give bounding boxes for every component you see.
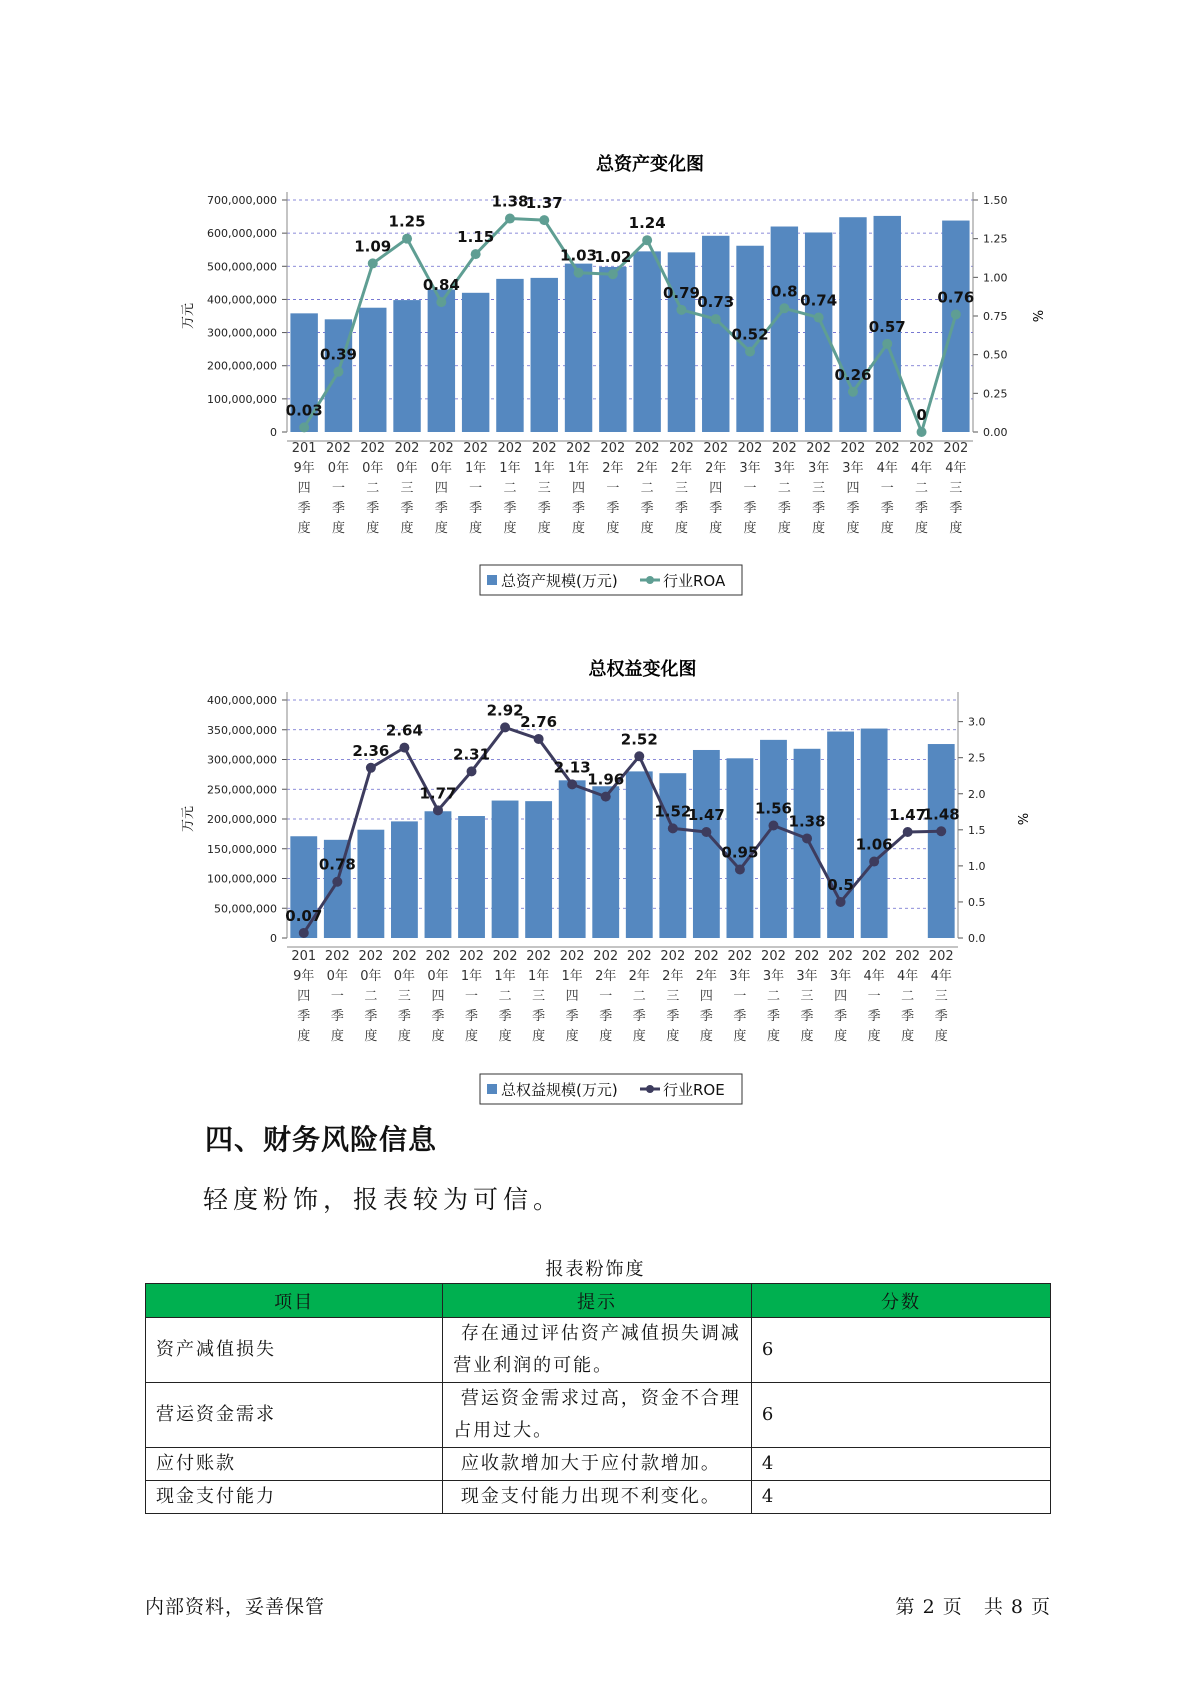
row-hint [443, 1481, 752, 1514]
row-score: 6 [751, 1383, 1050, 1448]
x-tick-label: 202 3年四季度 [840, 441, 866, 536]
data-label: 0 [916, 406, 927, 424]
x-tick-label: 202 3年三季度 [794, 949, 820, 1044]
line-point [467, 766, 477, 776]
y2-tick-label: 3.0 [968, 715, 986, 729]
data-label: 1.47 [889, 805, 927, 824]
y-tick-label: 150,000,000 [207, 842, 277, 856]
line-point [735, 864, 745, 874]
line-point [399, 743, 409, 753]
legend-line-marker [646, 1085, 654, 1093]
y2-tick-label: 2.0 [968, 787, 986, 801]
x-tick-label: 202 0年一季度 [324, 949, 350, 1044]
y-tick-label: 500,000,000 [207, 260, 277, 274]
y-tick-label: 400,000,000 [207, 694, 277, 707]
data-label: 0.07 [285, 906, 323, 925]
data-label: 0.8 [771, 282, 798, 301]
bar [659, 773, 686, 938]
data-label: 2.13 [553, 758, 591, 777]
y2-tick-label: 0.0 [968, 932, 986, 945]
data-label: 1.24 [628, 214, 666, 233]
x-tick-label: 202 3年四季度 [828, 949, 853, 1044]
x-tick-label: 202 3年二季度 [761, 949, 786, 1044]
data-label: 1.52 [654, 802, 692, 821]
x-tick-label: 201 9年四季度 [291, 949, 317, 1044]
row-hint-line1: 现金支付能力出现不利变化。 [453, 1486, 721, 1507]
row-item: 现金支付能力 [146, 1481, 443, 1514]
line-point [802, 833, 812, 843]
risk-table [145, 1283, 1051, 1514]
bar [357, 830, 384, 938]
bar [861, 729, 888, 938]
line-point [668, 823, 678, 833]
line-point [869, 857, 879, 867]
data-label: 1.47 [687, 805, 725, 824]
y2-tick-label: 0.5 [968, 895, 986, 909]
x-tick-label: 202 4年三季度 [928, 949, 954, 1044]
row-hint-line2: 占用过大。 [453, 1420, 554, 1441]
footer-left: 内部资料，妥善保管 [145, 1596, 326, 1618]
y-tick-label: 300,000,000 [207, 753, 277, 767]
y-tick-label: 250,000,000 [207, 783, 277, 797]
x-tick-label: 202 2年三季度 [660, 949, 686, 1044]
data-label: 1.48 [922, 805, 960, 824]
data-label: 1.15 [457, 228, 495, 247]
x-tick-label: 202 1年一季度 [463, 441, 489, 536]
legend-line-label: 行业ROA [663, 572, 726, 590]
data-label: 0.03 [285, 401, 323, 420]
bar [592, 786, 619, 938]
x-tick-label: 202 1年二季度 [492, 949, 518, 1044]
y2-tick-label: 1.50 [983, 194, 1008, 207]
line-point [299, 928, 309, 938]
data-label: 1.03 [560, 246, 598, 265]
data-label: 2.64 [385, 721, 423, 740]
footer-page-number: 第 2 页 共 8 页 [895, 1596, 1051, 1618]
data-label: 0.26 [834, 365, 872, 384]
bar [626, 771, 653, 938]
line-point [701, 827, 711, 837]
y-tick-label: 350,000,000 [207, 723, 277, 737]
data-label: 1.38 [491, 192, 529, 211]
data-label: 2.76 [520, 712, 558, 731]
line-point [601, 792, 611, 802]
line-point [366, 763, 376, 773]
data-label: 0.74 [800, 291, 838, 310]
data-label: 0.79 [662, 283, 700, 302]
bar [525, 801, 552, 938]
x-tick-label: 202 2年一季度 [593, 949, 619, 1044]
y-axis-label: 万元 [181, 302, 196, 330]
row-hint-line1: 存在通过评估资产减值损失调减 [453, 1323, 741, 1344]
y-tick-label: 0 [270, 932, 277, 945]
data-label: 1.38 [788, 812, 826, 831]
y-tick-label: 300,000,000 [207, 326, 277, 340]
y2-tick-label: 0.50 [983, 348, 1008, 362]
data-label: 1.09 [354, 237, 392, 256]
y-tick-label: 200,000,000 [207, 813, 277, 826]
x-tick-label: 202 2年二季度 [634, 441, 660, 536]
line-point [332, 877, 342, 887]
line-point [433, 805, 443, 815]
x-tick-label: 202 0年四季度 [428, 441, 454, 536]
legend-line-label: 行业ROE [663, 1081, 725, 1099]
legend-bar-label: 总资产规模(万元) [501, 572, 618, 590]
table-header-row [146, 1284, 1051, 1318]
x-tick-label: 202 2年一季度 [600, 441, 626, 536]
x-tick-label: 202 0年二季度 [360, 441, 386, 536]
x-tick-label: 201 9年四季度 [291, 441, 317, 536]
data-label: 0.57 [868, 317, 906, 336]
x-tick-label: 202 3年一季度 [737, 441, 763, 536]
x-tick-label: 202 4年二季度 [909, 441, 934, 536]
y2-tick-label: 0.75 [983, 310, 1008, 323]
x-tick-label: 202 2年四季度 [693, 949, 719, 1044]
x-tick-label: 202 4年一季度 [874, 441, 900, 536]
y-tick-label: 600,000,000 [207, 227, 277, 241]
x-tick-label: 202 1年四季度 [566, 441, 591, 536]
row-hint-line1: 应收款增加大于应付款增加。 [453, 1453, 721, 1474]
data-label: 1.06 [855, 835, 893, 854]
legend-bar-label: 总权益规模(万元) [501, 1081, 618, 1099]
data-label: 1.56 [754, 799, 792, 818]
x-tick-label: 202 1年三季度 [531, 441, 557, 536]
bar [458, 816, 485, 938]
data-label: 1.96 [587, 770, 625, 789]
line-point [634, 751, 644, 761]
y2-tick-label: 2.5 [968, 751, 986, 765]
x-tick-label: 202 2年三季度 [669, 441, 694, 536]
line-point [534, 734, 544, 744]
y-tick-label: 700,000,000 [207, 194, 277, 207]
line-point [903, 827, 913, 837]
row-score: 4 [751, 1448, 1050, 1481]
data-label: 2.36 [352, 741, 390, 760]
header-score: 分数 [751, 1284, 1050, 1318]
table-row [146, 1383, 1051, 1448]
x-tick-label: 202 3年二季度 [771, 441, 797, 536]
bar [827, 732, 854, 938]
bar [559, 780, 586, 938]
header-hint: 提示 [443, 1284, 752, 1318]
row-score: 6 [751, 1318, 1050, 1383]
data-label: 1.77 [419, 784, 457, 803]
y2-tick-label: 1.25 [983, 232, 1008, 246]
data-label: 0.84 [422, 276, 460, 295]
table-row [146, 1318, 1051, 1383]
x-tick-label: 202 0年二季度 [358, 949, 384, 1044]
data-label: 0.52 [731, 325, 769, 344]
row-item: 营运资金需求 [146, 1383, 443, 1448]
x-tick-label: 202 1年二季度 [497, 441, 523, 536]
x-tick-label: 202 1年一季度 [459, 949, 484, 1044]
row-hint [443, 1448, 752, 1481]
chart-title: 总资产变化图 [596, 154, 704, 175]
y2-tick-label: 1.00 [983, 271, 1008, 285]
row-hint [443, 1383, 752, 1448]
data-label: 0.78 [318, 855, 356, 874]
x-tick-label: 202 1年四季度 [559, 949, 585, 1044]
x-tick-label: 202 1年三季度 [526, 949, 552, 1044]
bar [928, 744, 955, 938]
y2-tick-label: 1.0 [968, 859, 986, 873]
line-point [836, 897, 846, 907]
section-title: 四、财务风险信息 [205, 1123, 438, 1156]
data-label: 1.25 [388, 212, 426, 231]
line-point [567, 779, 577, 789]
table-row [146, 1448, 1051, 1481]
x-tick-label: 202 0年三季度 [394, 441, 420, 536]
y-tick-label: 100,000,000 [207, 872, 277, 886]
y-tick-label: 0 [270, 426, 277, 439]
bar [425, 811, 452, 938]
row-item: 应付账款 [146, 1448, 443, 1481]
x-tick-label: 202 4年一季度 [861, 949, 887, 1044]
chart-title: 总权益变化图 [588, 659, 697, 680]
y-tick-label: 50,000,000 [214, 902, 277, 916]
line-point [768, 820, 778, 830]
data-label: 1.02 [594, 248, 632, 267]
x-tick-label: 202 2年四季度 [703, 441, 729, 536]
x-tick-label: 202 2年二季度 [626, 949, 652, 1044]
y2-tick-label: 0.25 [983, 387, 1008, 401]
x-tick-label: 202 4年二季度 [895, 949, 921, 1044]
x-tick-label: 202 0年三季度 [392, 949, 417, 1044]
bar [391, 821, 418, 938]
data-label: 0.5 [827, 875, 854, 894]
data-label: 0.73 [697, 293, 735, 312]
y-axis-label: 万元 [181, 805, 196, 833]
data-label: 0.39 [319, 345, 357, 364]
data-label: 0.95 [721, 843, 759, 862]
y2-tick-label: 1.5 [968, 823, 986, 837]
x-tick-label: 202 3年一季度 [727, 949, 753, 1044]
data-label: 2.92 [486, 701, 524, 720]
row-score: 4 [751, 1481, 1050, 1514]
line-point [500, 722, 510, 732]
row-hint [443, 1318, 752, 1383]
data-label: 2.31 [453, 745, 491, 764]
x-tick-label: 202 0年一季度 [326, 441, 351, 536]
x-tick-label: 202 0年四季度 [425, 949, 451, 1044]
table-caption: 报表粉饰度 [545, 1259, 646, 1280]
y-tick-label: 400,000,000 [207, 293, 277, 307]
section-summary: 轻度粉饰，报表较为可信。 [203, 1185, 564, 1214]
row-hint-line2: 营业利润的可能。 [453, 1355, 614, 1376]
line-point [936, 826, 946, 836]
data-label: 1.37 [525, 194, 563, 213]
y2-axis-label: % [1014, 812, 1029, 826]
y2-axis-label: % [1029, 309, 1044, 323]
x-tick-label: 202 3年三季度 [806, 441, 832, 536]
data-label: 0.76 [937, 288, 975, 307]
x-tick-label: 202 4年三季度 [943, 441, 969, 536]
legend-bar-swatch [487, 1084, 497, 1094]
y-tick-label: 200,000,000 [207, 359, 277, 373]
row-hint-line1: 营运资金需求过高，资金不合理 [453, 1388, 741, 1409]
y2-tick-label: 0.00 [983, 426, 1008, 439]
y-tick-label: 100,000,000 [207, 392, 277, 406]
header-item: 项目 [146, 1284, 443, 1318]
row-item: 资产减值损失 [146, 1318, 443, 1383]
table-row [146, 1481, 1051, 1514]
bar [492, 801, 519, 938]
data-label: 2.52 [620, 730, 658, 749]
